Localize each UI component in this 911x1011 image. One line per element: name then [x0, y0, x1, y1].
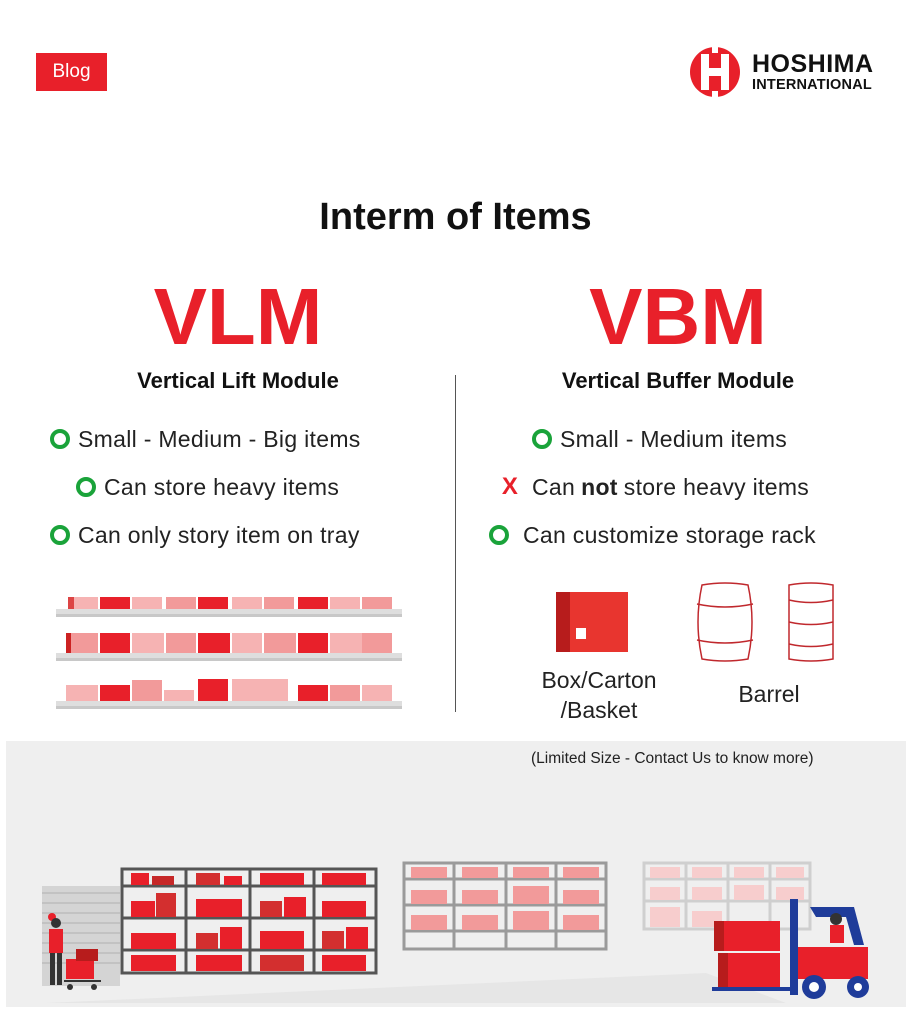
- vbm-feature-1: Small - Medium items: [532, 423, 787, 455]
- vbm-feature-3: Can customize storage rack: [489, 519, 816, 551]
- logo-name: HOSHIMA: [752, 50, 874, 78]
- vlm-feature-1: Small - Medium - Big items: [50, 423, 361, 455]
- barrel-caption: Barrel: [738, 681, 800, 707]
- check-circle-icon: [50, 429, 70, 449]
- vlm-feature-2: Can store heavy items: [76, 471, 339, 503]
- logo-subtitle: INTERNATIONAL: [752, 77, 872, 93]
- vlm-module-name: Vertical Lift Module: [137, 368, 339, 393]
- vlm-code: VLM: [153, 272, 323, 361]
- blog-badge[interactable]: Blog: [36, 53, 107, 91]
- tray-row-3: [56, 679, 402, 709]
- barrel-icon: [694, 582, 756, 662]
- warehouse-illustration: [6, 741, 906, 1007]
- vbm-feature-2: X Can not store heavy items: [501, 473, 810, 500]
- vlm-feature-3: Can only story item on tray: [50, 519, 360, 551]
- check-circle-icon: [50, 525, 70, 545]
- tray-row-2: [56, 633, 402, 661]
- box-caption: Box/Carton /Basket: [541, 667, 657, 723]
- limited-size-note: (Limited Size - Contact Us to know more): [531, 750, 814, 767]
- forklift: [712, 899, 869, 999]
- hoshima-logo-icon: [688, 45, 742, 99]
- check-circle-icon: [532, 429, 552, 449]
- check-circle-icon: [76, 477, 96, 497]
- column-divider: [455, 375, 456, 712]
- vbm-code: VBM: [589, 272, 767, 361]
- vbm-module-name: Vertical Buffer Module: [561, 368, 795, 393]
- cross-icon: X: [501, 473, 519, 500]
- tray-row-1: [56, 597, 402, 617]
- page-title: Interm of Items: [319, 196, 592, 238]
- box-icon: [556, 592, 630, 652]
- tray-shelves-illustration: [52, 590, 408, 718]
- check-circle-icon: [489, 525, 509, 545]
- drum-icon: [786, 582, 836, 662]
